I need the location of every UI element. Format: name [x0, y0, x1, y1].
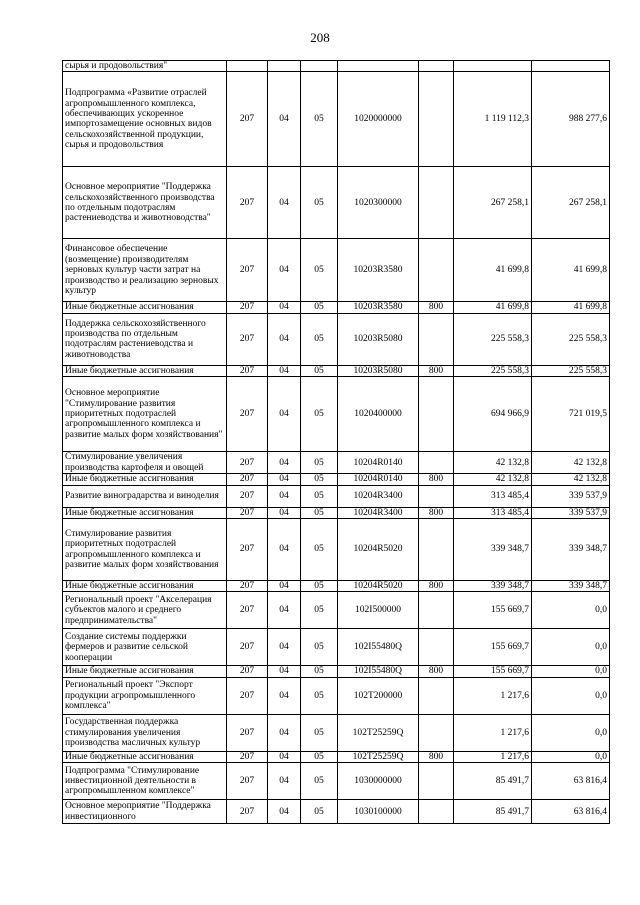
row-pr: 05: [301, 365, 338, 376]
row-gr: 207: [227, 507, 268, 518]
row-gr: 207: [227, 800, 268, 824]
row-gr: 207: [227, 474, 268, 485]
row-pr: 05: [301, 239, 338, 302]
row-sum-2: 225 558,3: [532, 365, 610, 376]
row-sum-2: 41 699,8: [532, 302, 610, 313]
table-row: [63, 485, 610, 507]
table-row: [63, 519, 610, 581]
row-pr: 05: [301, 629, 338, 666]
row-gr: 207: [227, 302, 268, 313]
row-gr: 207: [227, 239, 268, 302]
row-sum-1: 41 699,8: [454, 302, 532, 313]
row-name: Развитие виноградарства и виноделия: [63, 485, 227, 507]
table-row: [63, 313, 610, 365]
row-csr: 10204R3400: [338, 507, 419, 518]
table-row: [63, 629, 610, 666]
row-vr: [419, 452, 454, 474]
row-name: Финансовое обеспечение (возмещение) производителям зерновых культур части затрат на производство и реализацию зерновых культур: [63, 239, 227, 302]
row-rz: 04: [268, 714, 301, 751]
row-pr: 05: [301, 666, 338, 677]
row-csr: 102T25259Q: [338, 751, 419, 762]
row-vr: [419, 313, 454, 365]
row-sum-1: 313 485,4: [454, 507, 532, 518]
row-vr: 800: [419, 666, 454, 677]
table-row: [63, 474, 610, 485]
row-gr: 207: [227, 581, 268, 592]
row-sum-2: 42 132,8: [532, 474, 610, 485]
row-rz: 04: [268, 485, 301, 507]
row-name: Государственная поддержка стимулирования увеличения производства масличных культур: [63, 714, 227, 751]
row-sum-1: 339 348,7: [454, 581, 532, 592]
row-sum-2: 267 258,1: [532, 167, 610, 239]
row-sum-1: 155 669,7: [454, 666, 532, 677]
row-sum-2: 225 558,3: [532, 313, 610, 365]
row-sum-1: 85 491,7: [454, 763, 532, 800]
row-name: Основное мероприятие "Поддержка инвестиционного: [63, 800, 227, 824]
row-gr: 207: [227, 751, 268, 762]
row-rz: 04: [268, 239, 301, 302]
row-gr: 207: [227, 72, 268, 167]
row-sum-1: 1 119 112,3: [454, 72, 532, 167]
row-pr: 05: [301, 72, 338, 167]
row-rz: 04: [268, 519, 301, 581]
row-sum-1: 694 966,9: [454, 377, 532, 452]
row-vr: [419, 167, 454, 239]
table-row: [63, 302, 610, 313]
row-pr: 05: [301, 714, 338, 751]
row-sum-2: 0,0: [532, 714, 610, 751]
table-row: [63, 239, 610, 302]
row-pr: 05: [301, 485, 338, 507]
row-vr: 800: [419, 507, 454, 518]
row-sum-1: 42 132,8: [454, 452, 532, 474]
row-name: Подпрограмма "Стимулирование инвестиционной деятельности в агропромышленном комплексе": [63, 763, 227, 800]
row-pr: 05: [301, 763, 338, 800]
row-pr: 05: [301, 581, 338, 592]
row-pr: 05: [301, 474, 338, 485]
row-gr: 207: [227, 763, 268, 800]
row-gr: 207: [227, 519, 268, 581]
row-gr: 207: [227, 365, 268, 376]
row-rz: 04: [268, 507, 301, 518]
row-vr: 800: [419, 474, 454, 485]
table-row: [63, 714, 610, 751]
row-sum-2: 0,0: [532, 751, 610, 762]
row-sum-2: 0,0: [532, 666, 610, 677]
row-rz: 04: [268, 751, 301, 762]
row-gr: [227, 61, 268, 72]
row-sum-1: 1 217,6: [454, 677, 532, 714]
table-row: [63, 800, 610, 824]
row-pr: 05: [301, 800, 338, 824]
row-rz: 04: [268, 763, 301, 800]
row-rz: 04: [268, 167, 301, 239]
row-csr: 10204R5020: [338, 519, 419, 581]
row-name: Стимулирование увеличения производства картофеля и овощей: [63, 452, 227, 474]
row-name: сырья и продовольствия": [63, 61, 227, 72]
row-rz: 04: [268, 800, 301, 824]
row-name: Подпрограмма «Развитие отраслей агропромышленного комплекса, обеспечивающих ускоренное импортозамещение основных видов сельскохозяйственной продукции, сырья и продовольствия: [63, 72, 227, 167]
row-sum-2: 63 816,4: [532, 763, 610, 800]
table-row: [63, 677, 610, 714]
row-sum-2: 42 132,8: [532, 452, 610, 474]
table-row: [63, 365, 610, 376]
row-vr: [419, 763, 454, 800]
row-pr: 05: [301, 751, 338, 762]
row-name: Иные бюджетные ассигнования: [63, 507, 227, 518]
row-vr: [419, 629, 454, 666]
row-csr: 10203R3580: [338, 302, 419, 313]
row-rz: 04: [268, 474, 301, 485]
row-gr: 207: [227, 485, 268, 507]
row-gr: 207: [227, 677, 268, 714]
row-vr: [419, 72, 454, 167]
row-name: Региональный проект "Экспорт продукции агропромышленного комплекса": [63, 677, 227, 714]
row-name: Поддержка сельскохозяйственного производства по отдельным подотраслям растениеводства и животноводства: [63, 313, 227, 365]
row-gr: 207: [227, 714, 268, 751]
row-csr: 1020000000: [338, 72, 419, 167]
row-rz: [268, 61, 301, 72]
row-sum-1: 42 132,8: [454, 474, 532, 485]
row-pr: 05: [301, 519, 338, 581]
row-sum-2: 988 277,6: [532, 72, 610, 167]
row-vr: 800: [419, 302, 454, 313]
row-name: Иные бюджетные ассигнования: [63, 751, 227, 762]
row-name: Иные бюджетные ассигнования: [63, 474, 227, 485]
row-name: Иные бюджетные ассигнования: [63, 365, 227, 376]
row-rz: 04: [268, 377, 301, 452]
row-csr: 1030000000: [338, 763, 419, 800]
row-csr: 10204R0140: [338, 452, 419, 474]
row-csr: [338, 61, 419, 72]
row-rz: 04: [268, 677, 301, 714]
row-name: Основное мероприятие "Стимулирование развития приоритетных подотраслей агропромышленного комплекса и развитие малых форм хозяйствования": [63, 377, 227, 452]
row-rz: 04: [268, 365, 301, 376]
row-csr: 102T200000: [338, 677, 419, 714]
table-row: [63, 452, 610, 474]
row-vr: 800: [419, 751, 454, 762]
row-sum-1: 225 558,3: [454, 313, 532, 365]
row-vr: 800: [419, 365, 454, 376]
row-csr: 10204R3400: [338, 485, 419, 507]
row-sum-2: 339 537,9: [532, 485, 610, 507]
row-csr: 102I55480Q: [338, 629, 419, 666]
row-vr: [419, 592, 454, 629]
row-csr: 10203R5080: [338, 365, 419, 376]
row-csr: 1020400000: [338, 377, 419, 452]
table-row: [63, 751, 610, 762]
row-sum-1: [454, 61, 532, 72]
table-row: [63, 507, 610, 518]
row-sum-1: 155 669,7: [454, 592, 532, 629]
row-sum-2: 339 537,9: [532, 507, 610, 518]
row-rz: 04: [268, 452, 301, 474]
row-pr: 05: [301, 377, 338, 452]
row-name: Иные бюджетные ассигнования: [63, 581, 227, 592]
row-csr: 102T25259Q: [338, 714, 419, 751]
row-rz: 04: [268, 666, 301, 677]
row-csr: 10204R5020: [338, 581, 419, 592]
row-vr: [419, 377, 454, 452]
row-rz: 04: [268, 581, 301, 592]
row-csr: 1030100000: [338, 800, 419, 824]
row-sum-2: 0,0: [532, 629, 610, 666]
row-rz: 04: [268, 592, 301, 629]
row-sum-1: 313 485,4: [454, 485, 532, 507]
row-vr: 800: [419, 581, 454, 592]
row-gr: 207: [227, 313, 268, 365]
row-vr: [419, 677, 454, 714]
page-number: 208: [310, 30, 330, 45]
row-sum-2: [532, 61, 610, 72]
row-gr: 207: [227, 452, 268, 474]
row-vr: [419, 714, 454, 751]
row-sum-1: 155 669,7: [454, 629, 532, 666]
row-sum-1: 339 348,7: [454, 519, 532, 581]
row-csr: 10204R0140: [338, 474, 419, 485]
table-row: [63, 167, 610, 239]
row-gr: 207: [227, 592, 268, 629]
row-csr: 102I55480Q: [338, 666, 419, 677]
row-sum-1: 1 217,6: [454, 714, 532, 751]
row-rz: 04: [268, 302, 301, 313]
table-row: [63, 581, 610, 592]
row-vr: [419, 485, 454, 507]
row-sum-2: 339 348,7: [532, 581, 610, 592]
row-pr: 05: [301, 313, 338, 365]
row-rz: 04: [268, 629, 301, 666]
row-name: Иные бюджетные ассигнования: [63, 666, 227, 677]
row-gr: 207: [227, 167, 268, 239]
budget-table: [62, 60, 610, 824]
row-pr: 05: [301, 167, 338, 239]
row-sum-1: 41 699,8: [454, 239, 532, 302]
row-csr: 102I500000: [338, 592, 419, 629]
row-vr: [419, 800, 454, 824]
row-sum-1: 85 491,7: [454, 800, 532, 824]
row-vr: [419, 61, 454, 72]
row-pr: 05: [301, 592, 338, 629]
row-sum-1: 225 558,3: [454, 365, 532, 376]
row-sum-2: 0,0: [532, 677, 610, 714]
row-sum-1: 267 258,1: [454, 167, 532, 239]
row-rz: 04: [268, 72, 301, 167]
row-sum-2: 41 699,8: [532, 239, 610, 302]
row-pr: 05: [301, 452, 338, 474]
row-name: Стимулирование развития приоритетных подотраслей агропромышленного комплекса и развитие малых форм хозяйствования: [63, 519, 227, 581]
table-row: [63, 763, 610, 800]
table-body: [63, 61, 610, 824]
row-vr: [419, 239, 454, 302]
row-name: Региональный проект "Акселерация субъектов малого и среднего предпринимательства": [63, 592, 227, 629]
row-gr: 207: [227, 666, 268, 677]
row-pr: 05: [301, 677, 338, 714]
row-sum-1: 1 217,6: [454, 751, 532, 762]
row-pr: [301, 61, 338, 72]
row-pr: 05: [301, 302, 338, 313]
row-name: Основное мероприятие "Поддержка сельскохозяйственного производства по отдельным подотраслям растениеводства и животноводства": [63, 167, 227, 239]
row-gr: 207: [227, 377, 268, 452]
row-sum-2: 721 019,5: [532, 377, 610, 452]
table-row: [63, 592, 610, 629]
table-row: [63, 377, 610, 452]
row-gr: 207: [227, 629, 268, 666]
row-csr: 10203R5080: [338, 313, 419, 365]
row-vr: [419, 519, 454, 581]
row-sum-2: 339 348,7: [532, 519, 610, 581]
row-rz: 04: [268, 313, 301, 365]
row-sum-2: 63 816,4: [532, 800, 610, 824]
table-row: [63, 666, 610, 677]
row-name: Создание системы поддержки фермеров и развитие сельской кооперации: [63, 629, 227, 666]
row-name: Иные бюджетные ассигнования: [63, 302, 227, 313]
table-row: [63, 72, 610, 167]
row-sum-2: 0,0: [532, 592, 610, 629]
row-pr: 05: [301, 507, 338, 518]
row-csr: 10203R3580: [338, 239, 419, 302]
table-row: [63, 61, 610, 72]
row-csr: 1020300000: [338, 167, 419, 239]
